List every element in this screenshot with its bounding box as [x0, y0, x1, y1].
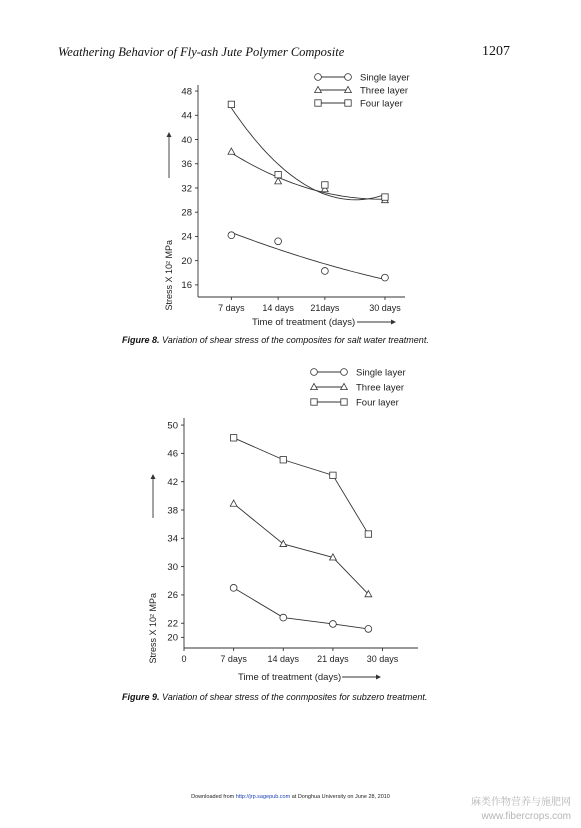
data-point-single-layer: [228, 232, 235, 239]
data-point-single-layer: [280, 614, 287, 621]
y-tick-label: 40: [181, 134, 192, 146]
figure-9-caption: [122, 692, 427, 702]
data-point-four-layer: [228, 101, 234, 107]
x-tick-label: 14 days: [262, 303, 294, 313]
watermark-line-1: 麻类作物营养与施肥网: [471, 797, 571, 808]
legend-marker: [345, 86, 352, 92]
legend-marker: [345, 74, 352, 81]
legend-label: Four layer: [360, 98, 403, 110]
y-tick-label: 20: [181, 255, 192, 267]
legend-marker: [315, 86, 322, 92]
data-point-four-layer: [280, 457, 286, 463]
legend-marker: [345, 100, 351, 106]
y-tick-label: 50: [167, 420, 178, 432]
series-line-three-layer: [234, 504, 369, 595]
figure-9-caption-text: Variation of shear stress of the conmposites for subzero treatment.: [162, 692, 428, 702]
page-number: 1207: [482, 44, 510, 59]
y-tick-label: 26: [167, 590, 178, 602]
figure-8-caption: [122, 335, 429, 345]
x-axis-arrow-head: [376, 675, 381, 680]
y-axis-label: Stress X 10² MPa: [164, 240, 174, 311]
data-point-three-layer: [230, 500, 237, 506]
x-axis-label: Time of treatment (days): [238, 672, 342, 683]
x-tick-label: 21days: [310, 303, 340, 313]
x-tick-label: 0: [181, 654, 187, 664]
y-tick-label: 28: [181, 207, 192, 219]
x-tick-label: 30 days: [366, 654, 399, 664]
y-tick-label: 34: [167, 533, 178, 545]
y-tick-label: 46: [167, 448, 178, 460]
legend-label: Single layer: [360, 72, 410, 84]
legend-marker: [341, 383, 348, 389]
data-point-four-layer: [275, 171, 281, 177]
y-axis-arrow-head: [151, 474, 156, 479]
x-tick-label: 7 days: [218, 303, 245, 313]
legend-label: Four layer: [356, 397, 399, 409]
legend-marker: [311, 383, 318, 389]
legend-label: Three layer: [360, 85, 409, 97]
legend-marker: [315, 100, 321, 106]
running-title: Weathering Behavior of Fly-ash Jute Polymer Composite: [58, 45, 345, 59]
data-point-four-layer: [382, 194, 388, 200]
y-tick-label: 16: [181, 280, 192, 292]
data-point-single-layer: [321, 268, 328, 275]
data-point-three-layer: [280, 540, 287, 546]
data-point-four-layer: [322, 182, 328, 188]
data-point-four-layer: [365, 531, 371, 537]
y-tick-label: 42: [167, 476, 178, 488]
watermark-line-2: www.fibercrops.com: [481, 811, 571, 822]
figure-9-chart: [0, 360, 581, 690]
data-point-four-layer: [330, 472, 336, 478]
figure-8-caption-text: Variation of shear stress of the composites for salt water treatment.: [162, 335, 429, 345]
legend-marker: [311, 369, 318, 376]
legend-label: Three layer: [356, 382, 405, 394]
y-tick-label: 48: [181, 86, 192, 98]
y-tick-label: 38: [167, 505, 178, 517]
legend-label: Single layer: [356, 367, 406, 379]
data-point-single-layer: [275, 238, 282, 245]
legend-marker: [341, 369, 348, 376]
figure-8-chart: [0, 60, 581, 335]
footer-prefix: Downloaded from: [191, 794, 236, 800]
series-curve-four-layer: [231, 108, 385, 200]
x-tick-label: 21 days: [317, 654, 349, 664]
data-point-single-layer: [365, 625, 372, 632]
x-tick-label: 7 days: [220, 654, 247, 664]
series-line-single-layer: [234, 588, 369, 629]
y-tick-label: 44: [181, 110, 192, 122]
x-axis-arrow-head: [391, 320, 396, 325]
data-point-four-layer: [230, 435, 236, 441]
y-tick-label: 36: [181, 159, 192, 171]
y-tick-label: 20: [167, 632, 178, 644]
data-point-three-layer: [228, 148, 235, 154]
x-axis-label: Time of treatment (days): [252, 317, 356, 328]
x-tick-label: 14 days: [267, 654, 300, 664]
figure-8-caption-label: Figure 8.: [122, 335, 160, 345]
y-axis-label: Stress X 10² MPa: [148, 593, 158, 664]
y-tick-label: 24: [181, 231, 192, 243]
data-point-single-layer: [230, 584, 237, 591]
series-curve-single-layer: [231, 232, 385, 279]
legend-marker: [341, 399, 347, 405]
site-watermark: [471, 796, 571, 824]
y-tick-label: 22: [167, 618, 178, 630]
data-point-single-layer: [382, 274, 389, 281]
legend-marker: [315, 74, 322, 81]
y-axis-arrow-head: [167, 132, 172, 137]
footer-suffix: at Donghua University on June 28, 2010: [290, 794, 390, 800]
series-curve-three-layer: [231, 153, 385, 199]
y-tick-label: 32: [181, 183, 192, 195]
data-point-single-layer: [330, 621, 337, 628]
x-tick-label: 30 days: [369, 303, 401, 313]
y-tick-label: 30: [167, 561, 178, 573]
footer-link[interactable]: http://jrp.sagepub.com: [235, 794, 291, 800]
figure-9-caption-label: Figure 9.: [122, 692, 160, 702]
legend-marker: [311, 399, 317, 405]
